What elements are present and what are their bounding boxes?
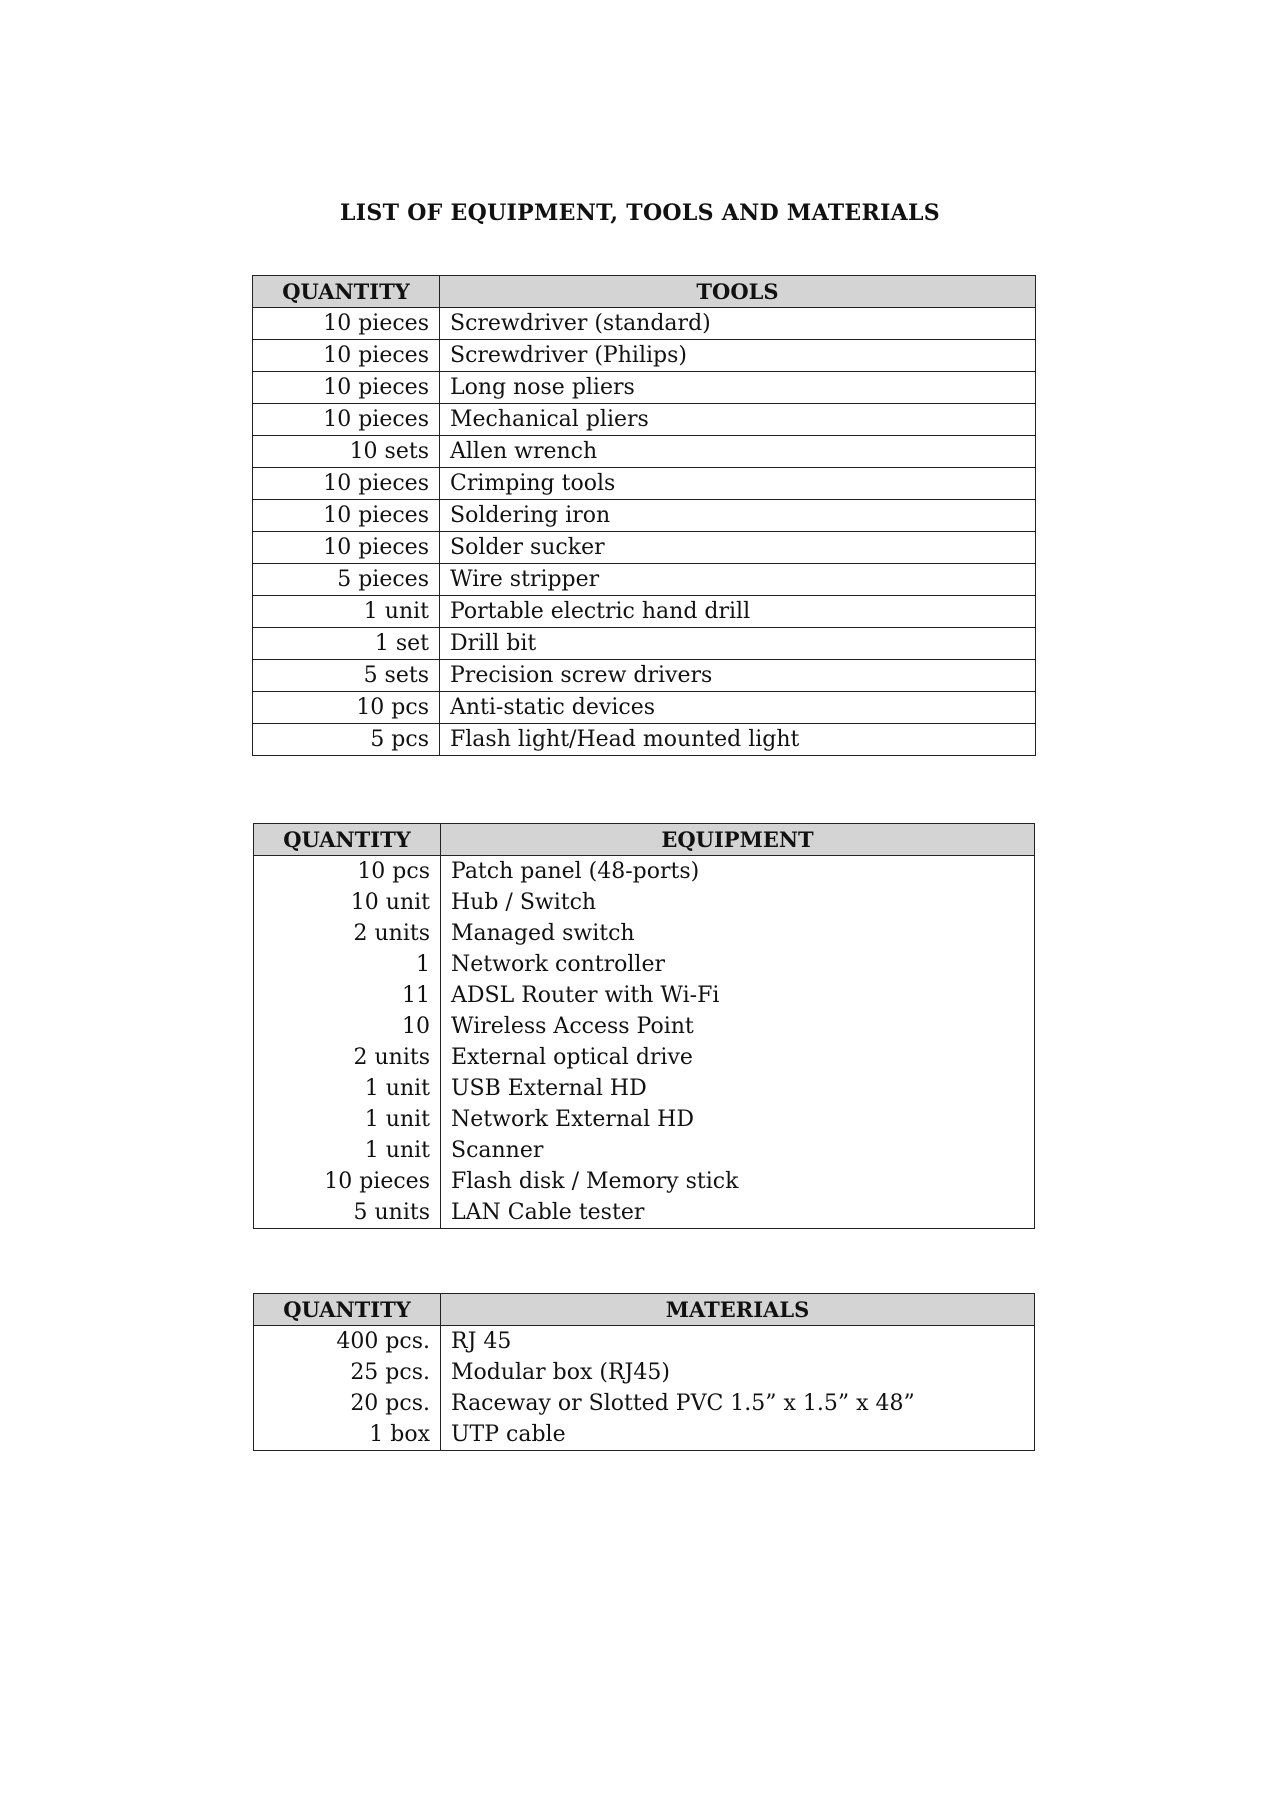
materials-table-body <box>254 1326 1035 1451</box>
quantity-cell: 1 set <box>253 628 440 660</box>
equipment-table-body <box>254 856 1035 1229</box>
item-cell: External optical drive <box>441 1042 1035 1073</box>
table-row <box>253 692 1036 724</box>
quantity-cell: 10 pieces <box>253 468 440 500</box>
item-cell: Wireless Access Point <box>441 1011 1035 1042</box>
table-row <box>254 918 1035 949</box>
quantity-cell: 10 pieces <box>253 308 440 340</box>
table-row <box>253 596 1036 628</box>
item-cell: Drill bit <box>440 628 1036 660</box>
table-row <box>253 372 1036 404</box>
quantity-cell: 1 unit <box>253 596 440 628</box>
table-row <box>254 1326 1035 1358</box>
item-cell: Flash disk / Memory stick <box>441 1166 1035 1197</box>
table-row <box>253 308 1036 340</box>
materials-column-header: MATERIALS <box>441 1294 1035 1326</box>
table-row <box>254 949 1035 980</box>
table-row <box>254 1042 1035 1073</box>
quantity-cell: 10 pieces <box>253 340 440 372</box>
table-row <box>254 1011 1035 1042</box>
quantity-column-header: QUANTITY <box>254 824 441 856</box>
item-cell: RJ 45 <box>441 1326 1035 1358</box>
equipment-column-header: EQUIPMENT <box>441 824 1035 856</box>
table-row <box>254 1388 1035 1419</box>
item-cell: Modular box (RJ45) <box>441 1357 1035 1388</box>
quantity-cell: 2 units <box>254 918 441 949</box>
item-cell: Flash light/Head mounted light <box>440 724 1036 756</box>
table-row <box>253 660 1036 692</box>
table-row <box>253 724 1036 756</box>
table-row <box>254 1073 1035 1104</box>
quantity-cell: 5 pcs <box>253 724 440 756</box>
quantity-cell: 25 pcs. <box>254 1357 441 1388</box>
tools-table-body <box>253 308 1036 756</box>
table-row <box>253 564 1036 596</box>
quantity-cell: 10 sets <box>253 436 440 468</box>
item-cell: LAN Cable tester <box>441 1197 1035 1229</box>
quantity-cell: 10 pieces <box>253 500 440 532</box>
table-row <box>253 628 1036 660</box>
quantity-cell: 5 units <box>254 1197 441 1229</box>
quantity-cell: 1 unit <box>254 1135 441 1166</box>
item-cell: Patch panel (48-ports) <box>441 856 1035 888</box>
tools-column-header: TOOLS <box>440 276 1036 308</box>
quantity-cell: 10 pieces <box>253 404 440 436</box>
item-cell: Wire stripper <box>440 564 1036 596</box>
quantity-cell: 20 pcs. <box>254 1388 441 1419</box>
item-cell: Network External HD <box>441 1104 1035 1135</box>
quantity-cell: 1 box <box>254 1419 441 1451</box>
item-cell: ADSL Router with Wi-Fi <box>441 980 1035 1011</box>
table-row <box>254 1197 1035 1229</box>
table-row <box>254 1104 1035 1135</box>
quantity-cell: 10 pcs <box>254 856 441 888</box>
table-row <box>254 1357 1035 1388</box>
quantity-column-header: QUANTITY <box>253 276 440 308</box>
table-row <box>253 500 1036 532</box>
table-row <box>254 856 1035 888</box>
quantity-cell: 5 pieces <box>253 564 440 596</box>
item-cell: Soldering iron <box>440 500 1036 532</box>
quantity-cell: 2 units <box>254 1042 441 1073</box>
item-cell: Raceway or Slotted PVC 1.5” x 1.5” x 48” <box>441 1388 1035 1419</box>
table-row <box>254 1419 1035 1451</box>
item-cell: Scanner <box>441 1135 1035 1166</box>
item-cell: Managed switch <box>441 918 1035 949</box>
materials-table <box>253 1293 1035 1451</box>
table-row <box>253 436 1036 468</box>
quantity-cell: 1 unit <box>254 1104 441 1135</box>
quantity-cell: 10 pieces <box>253 532 440 564</box>
quantity-cell: 10 pcs <box>253 692 440 724</box>
item-cell: Screwdriver (Philips) <box>440 340 1036 372</box>
quantity-cell: 1 unit <box>254 1073 441 1104</box>
tools-table <box>252 275 1036 756</box>
table-row <box>254 1166 1035 1197</box>
table-row <box>254 980 1035 1011</box>
quantity-cell: 1 <box>254 949 441 980</box>
item-cell: Network controller <box>441 949 1035 980</box>
quantity-column-header: QUANTITY <box>254 1294 441 1326</box>
quantity-cell: 10 pieces <box>253 372 440 404</box>
table-row <box>253 340 1036 372</box>
item-cell: Solder sucker <box>440 532 1036 564</box>
table-row <box>253 404 1036 436</box>
item-cell: USB External HD <box>441 1073 1035 1104</box>
table-row <box>253 532 1036 564</box>
item-cell: Screwdriver (standard) <box>440 308 1036 340</box>
table-row <box>254 887 1035 918</box>
item-cell: Long nose pliers <box>440 372 1036 404</box>
item-cell: Crimping tools <box>440 468 1036 500</box>
item-cell: Anti-static devices <box>440 692 1036 724</box>
table-row <box>253 468 1036 500</box>
item-cell: Portable electric hand drill <box>440 596 1036 628</box>
quantity-cell: 11 <box>254 980 441 1011</box>
item-cell: Allen wrench <box>440 436 1036 468</box>
quantity-cell: 10 unit <box>254 887 441 918</box>
item-cell: UTP cable <box>441 1419 1035 1451</box>
item-cell: Mechanical pliers <box>440 404 1036 436</box>
table-header-row <box>254 824 1035 856</box>
page-title: LIST OF EQUIPMENT, TOOLS AND MATERIALS <box>340 200 940 226</box>
quantity-cell: 10 <box>254 1011 441 1042</box>
quantity-cell: 400 pcs. <box>254 1326 441 1358</box>
item-cell: Precision screw drivers <box>440 660 1036 692</box>
table-header-row <box>254 1294 1035 1326</box>
quantity-cell: 5 sets <box>253 660 440 692</box>
equipment-table <box>253 823 1035 1229</box>
table-row <box>254 1135 1035 1166</box>
quantity-cell: 10 pieces <box>254 1166 441 1197</box>
table-header-row <box>253 276 1036 308</box>
item-cell: Hub / Switch <box>441 887 1035 918</box>
